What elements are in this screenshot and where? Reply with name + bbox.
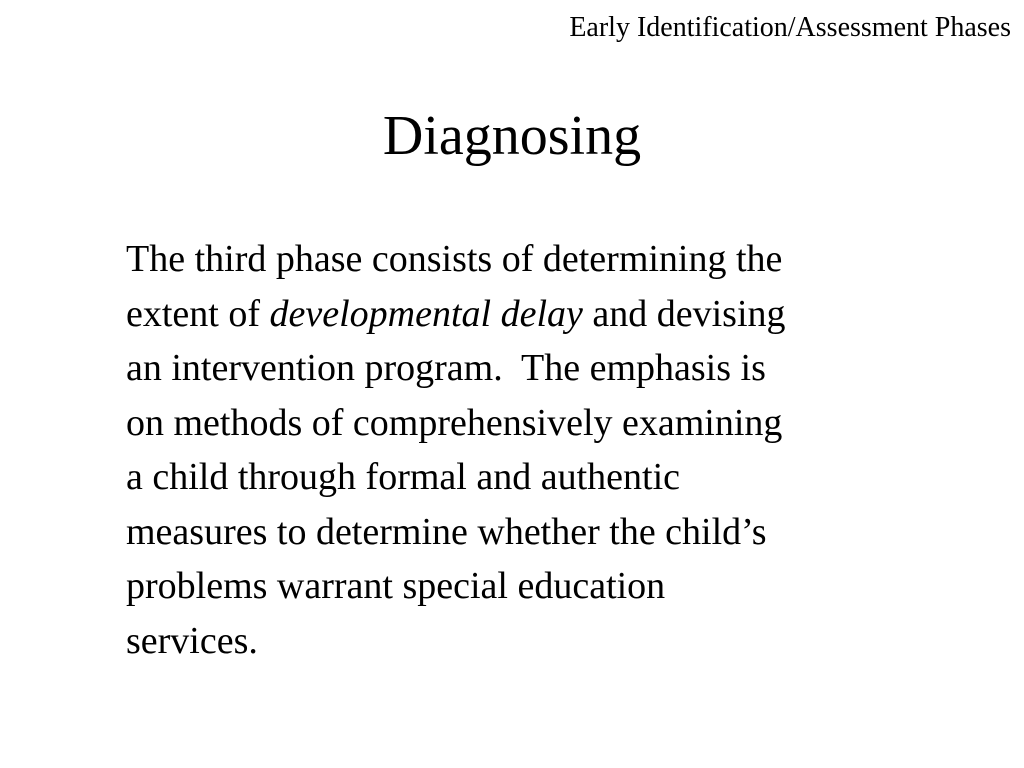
slide-title: Diagnosing [382, 105, 642, 167]
body-line-1: The third phase consists of determining the [126, 238, 783, 280]
emphasized-term: developmental delay [269, 292, 583, 335]
body-line-5: a child through formal and authentic [126, 456, 680, 498]
body-line-4: on methods of comprehensively examining [126, 401, 783, 444]
body-line-3: an intervention program. The emphasis is [126, 347, 766, 389]
body-line-6: measures to determine whether the child’s [126, 510, 767, 553]
body-line-2-start: extent of [126, 292, 270, 335]
body-line-8: services. [126, 619, 258, 662]
body-line-2 [126, 287, 926, 342]
body-line-7: problems warrant special education [126, 565, 666, 607]
body-paragraph [126, 232, 926, 668]
section-header: Early Identification/Assessment Phases [569, 12, 1011, 43]
body-line-2-end: and devising [582, 292, 786, 335]
